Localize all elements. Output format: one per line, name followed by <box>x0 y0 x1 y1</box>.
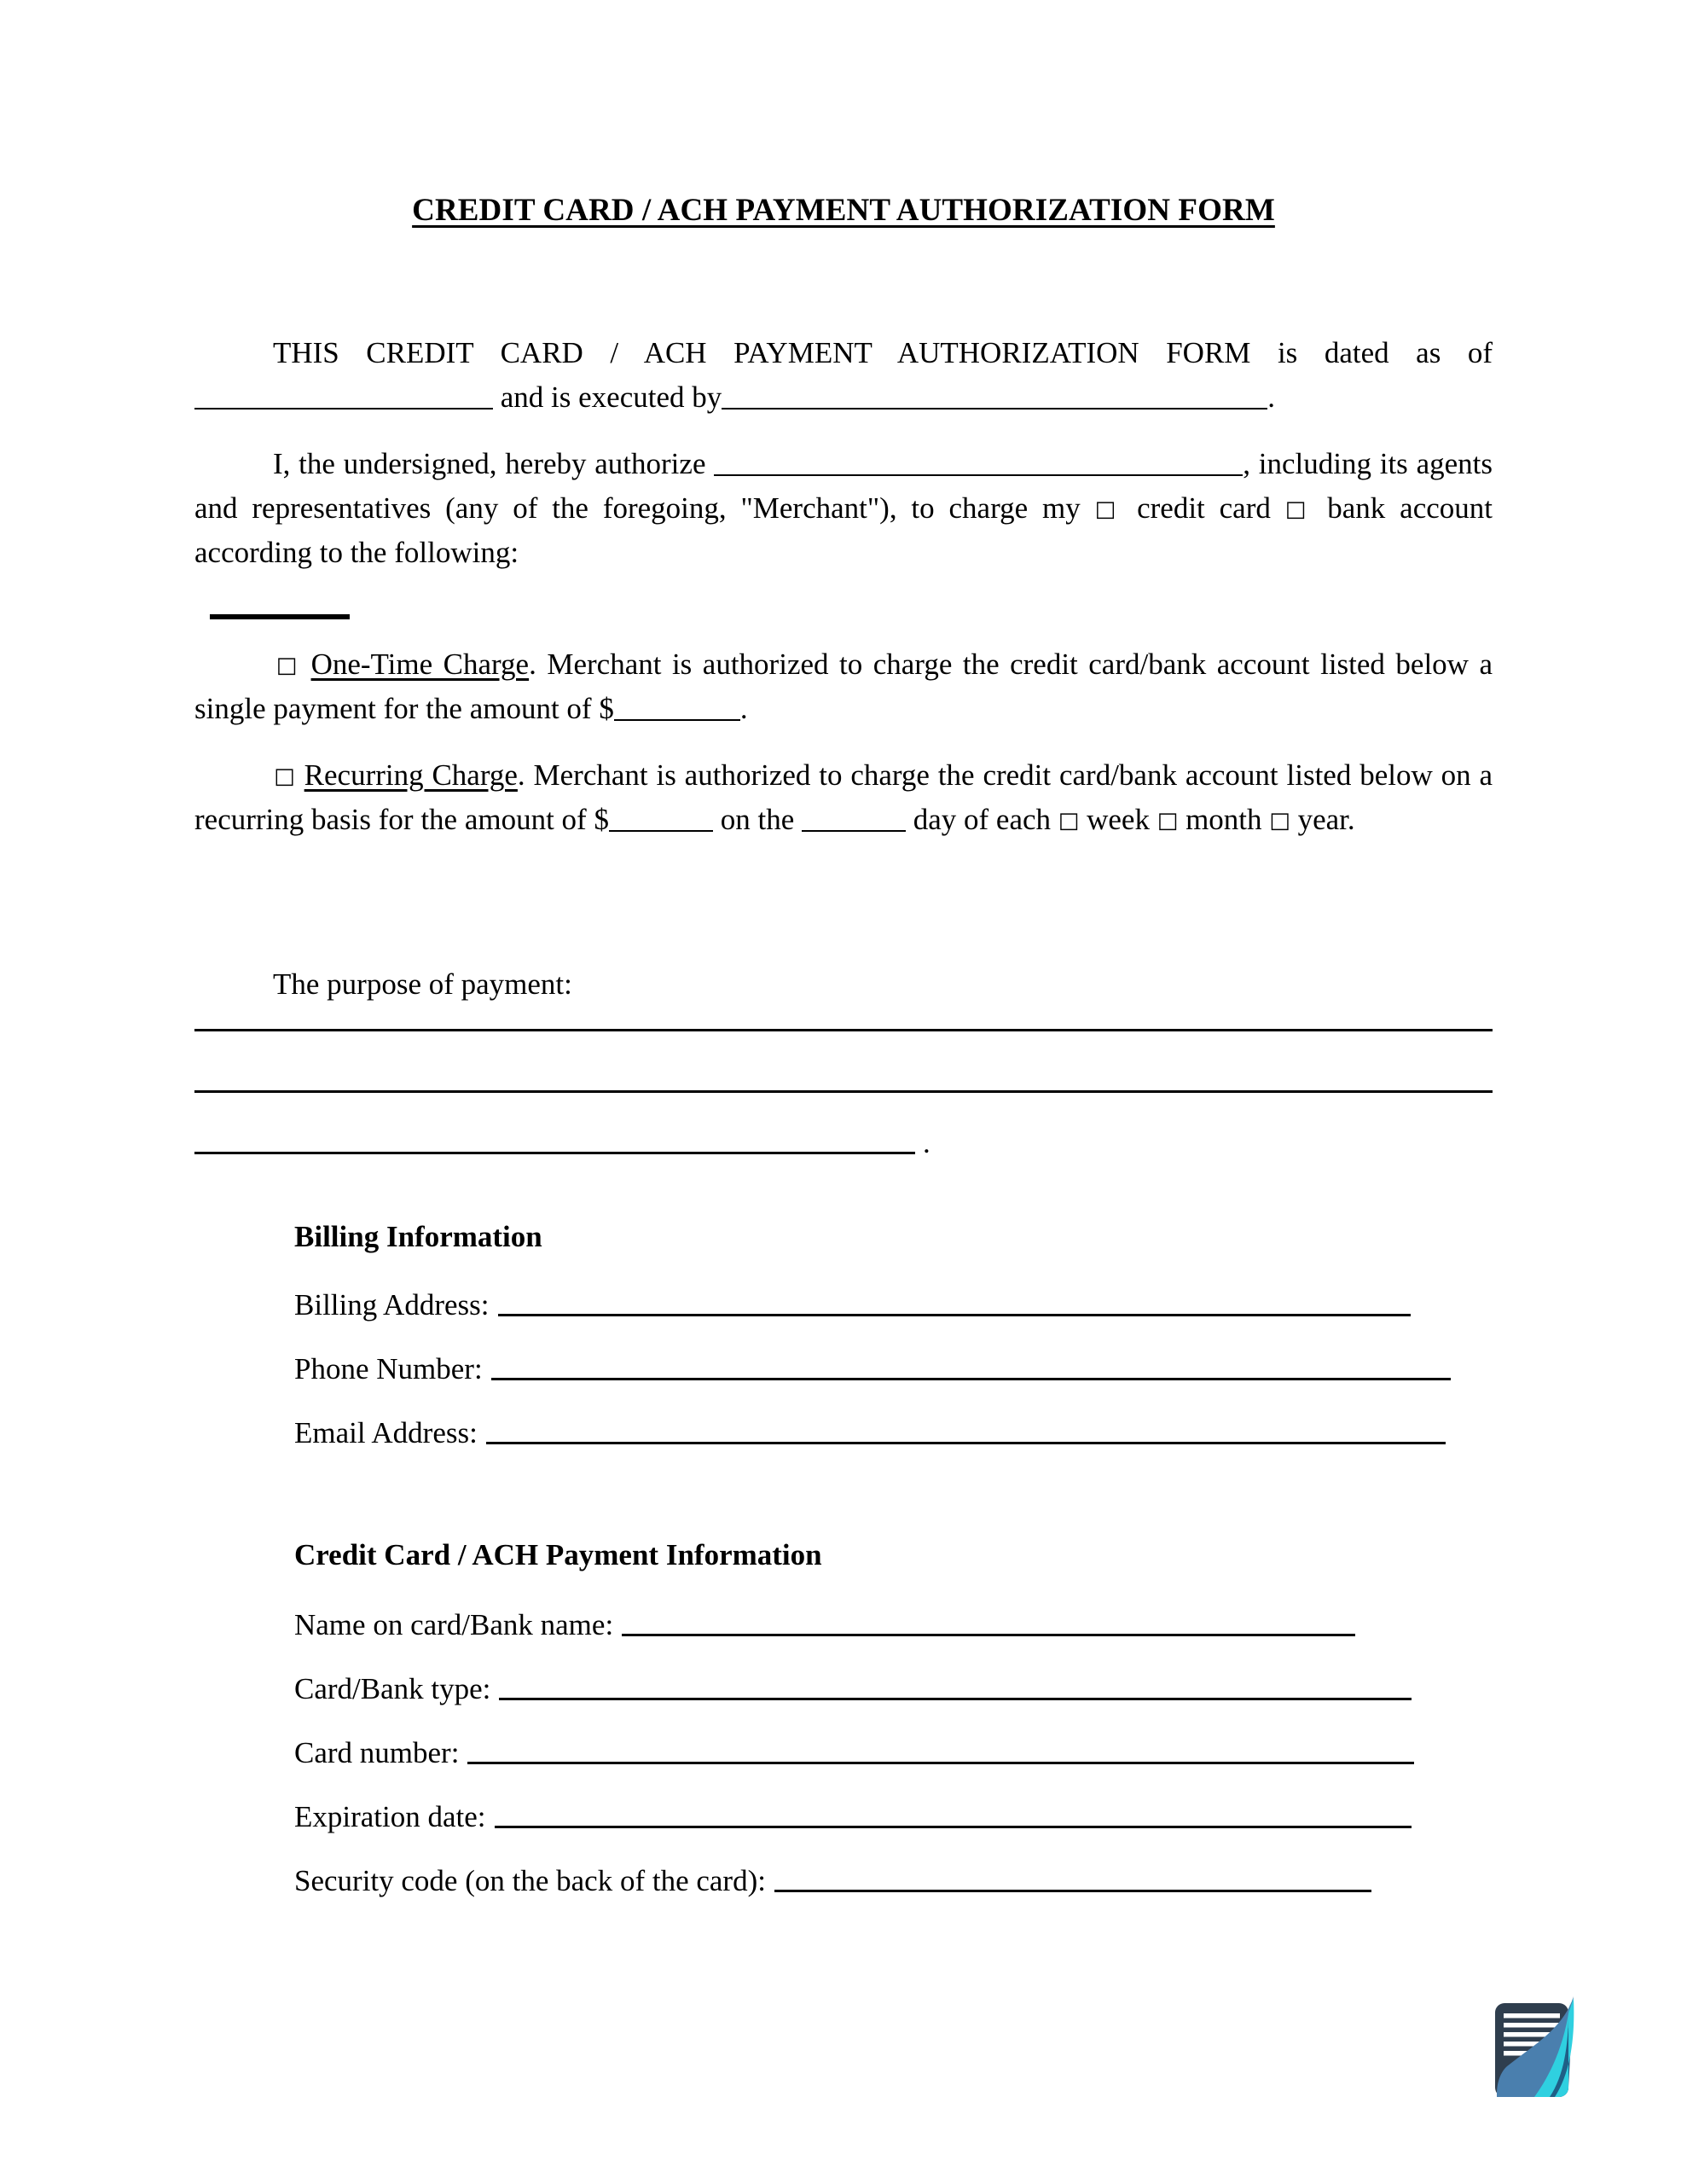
recurring-of-each-text: of each <box>964 803 1052 836</box>
checkbox-week-label: week <box>1087 803 1150 836</box>
field-phone-number <box>294 1352 1451 1386</box>
date-blank[interactable] <box>194 382 493 410</box>
authorize-lead-text: I, the undersigned, hereby authorize <box>273 447 706 480</box>
field-phone-number-input[interactable] <box>491 1356 1451 1380</box>
field-email-address <box>294 1416 1446 1450</box>
logo-svg <box>1481 1988 1582 2107</box>
field-card-number <box>294 1736 1414 1770</box>
recurring-charge-text: . Merchant is authorized to charge the credit card/bank <box>517 758 1177 792</box>
field-card-bank-type-label: Card/Bank type: <box>294 1672 491 1705</box>
paragraph-purpose <box>194 962 1493 1007</box>
recurring-on-the-text: on the <box>720 803 795 836</box>
purpose-period: . <box>923 1126 930 1159</box>
one-time-amount-blank[interactable] <box>614 694 740 721</box>
dated-end-text: . <box>1267 380 1275 414</box>
recurring-charge-label: Recurring Charge <box>304 758 518 792</box>
purpose-line-2[interactable] <box>194 1090 1493 1093</box>
checkbox-one-time-charge[interactable]: □ <box>273 653 301 678</box>
field-name-on-card-label: Name on card/Bank name: <box>294 1608 614 1641</box>
purpose-label-line <box>194 962 1493 1007</box>
executed-by-blank[interactable] <box>722 382 1267 410</box>
one-time-period: . <box>739 692 748 725</box>
paragraph-one-time-charge <box>194 642 1493 731</box>
field-billing-address-label: Billing Address: <box>294 1288 490 1321</box>
checkbox-year[interactable]: □ <box>1269 808 1290 834</box>
checkbox-year-label: year. <box>1297 803 1355 836</box>
field-security-code-input[interactable] <box>774 1867 1371 1892</box>
one-time-charge-text: . Merchant is authorized to charge the credit card/bank account <box>529 648 1310 681</box>
section-divider-rule <box>210 614 350 619</box>
recurring-amount-text: account listed below on a recurring basis for the amount of $ <box>194 758 1493 836</box>
checkbox-credit-card-label: credit card <box>1137 491 1271 525</box>
field-card-number-label: Card number: <box>294 1736 460 1769</box>
one-time-charge-label: One-Time Charge <box>310 648 530 681</box>
field-billing-address-input[interactable] <box>498 1292 1411 1316</box>
purpose-line-3[interactable] <box>194 1152 915 1154</box>
authorize-comma: , <box>1243 447 1250 480</box>
field-phone-number-label: Phone Number: <box>294 1352 483 1385</box>
field-security-code-label: Security code (on the back of the card): <box>294 1864 766 1897</box>
dated-mid-text: and is executed by <box>500 380 722 414</box>
field-card-bank-type <box>294 1672 1412 1706</box>
checkbox-month-label: month <box>1186 803 1262 836</box>
field-expiration-date-input[interactable] <box>495 1804 1412 1828</box>
checkbox-bank-account-label: bank account according to the following: <box>194 491 1493 569</box>
field-billing-address <box>294 1288 1411 1322</box>
authorize-continued-text: including its agents and representatives (any of the foregoing, "Merchant"), to charge my <box>194 447 1493 525</box>
paragraph-dated-line <box>194 331 1493 420</box>
field-email-address-input[interactable] <box>486 1420 1446 1444</box>
one-time-amount-text: listed below a single payment for the amount of $ <box>194 648 1493 725</box>
field-expiration-date-label: Expiration date: <box>294 1800 486 1833</box>
recurring-amount-blank[interactable] <box>609 804 713 832</box>
dated-lead-text: THIS CREDIT CARD / ACH PAYMENT AUTHORIZATION FORM is dated as <box>273 336 1441 369</box>
checkbox-month[interactable]: □ <box>1157 808 1179 834</box>
field-email-address-label: Email Address: <box>294 1416 478 1449</box>
paragraph-dated <box>194 331 1493 420</box>
checkbox-bank-account[interactable]: □ <box>1284 497 1313 522</box>
field-expiration-date <box>294 1800 1412 1834</box>
heading-billing-information: Billing Information <box>294 1220 542 1253</box>
field-card-bank-type-input[interactable] <box>499 1676 1412 1700</box>
paragraph-one-time-line <box>194 642 1493 731</box>
purpose-of-payment-label: The purpose of payment: <box>273 967 572 1001</box>
page-title-text: CREDIT CARD / ACH PAYMENT AUTHORIZATION FORM <box>412 193 1275 228</box>
paragraph-authorize-line <box>194 442 1493 575</box>
field-name-on-card <box>294 1608 1355 1642</box>
field-security-code <box>294 1864 1371 1898</box>
checkbox-recurring-charge[interactable]: □ <box>273 764 296 789</box>
paragraph-recurring-line <box>194 753 1493 842</box>
paragraph-recurring-charge <box>194 753 1493 842</box>
heading-payment-information: Credit Card / ACH Payment Information <box>294 1538 822 1571</box>
field-name-on-card-input[interactable] <box>622 1612 1355 1636</box>
recurring-day-text: day <box>913 803 957 836</box>
paragraph-authorize <box>194 442 1493 575</box>
page-title <box>0 192 1687 229</box>
purpose-line-1[interactable] <box>194 1029 1493 1031</box>
document-leaf-logo <box>1481 1988 1582 2107</box>
checkbox-credit-card[interactable]: □ <box>1094 497 1123 522</box>
field-card-number-input[interactable] <box>467 1740 1414 1764</box>
merchant-name-blank[interactable] <box>714 449 1243 476</box>
dated-of-text: of <box>1467 336 1493 369</box>
recurring-day-blank[interactable] <box>802 804 906 832</box>
checkbox-week[interactable]: □ <box>1058 808 1080 834</box>
